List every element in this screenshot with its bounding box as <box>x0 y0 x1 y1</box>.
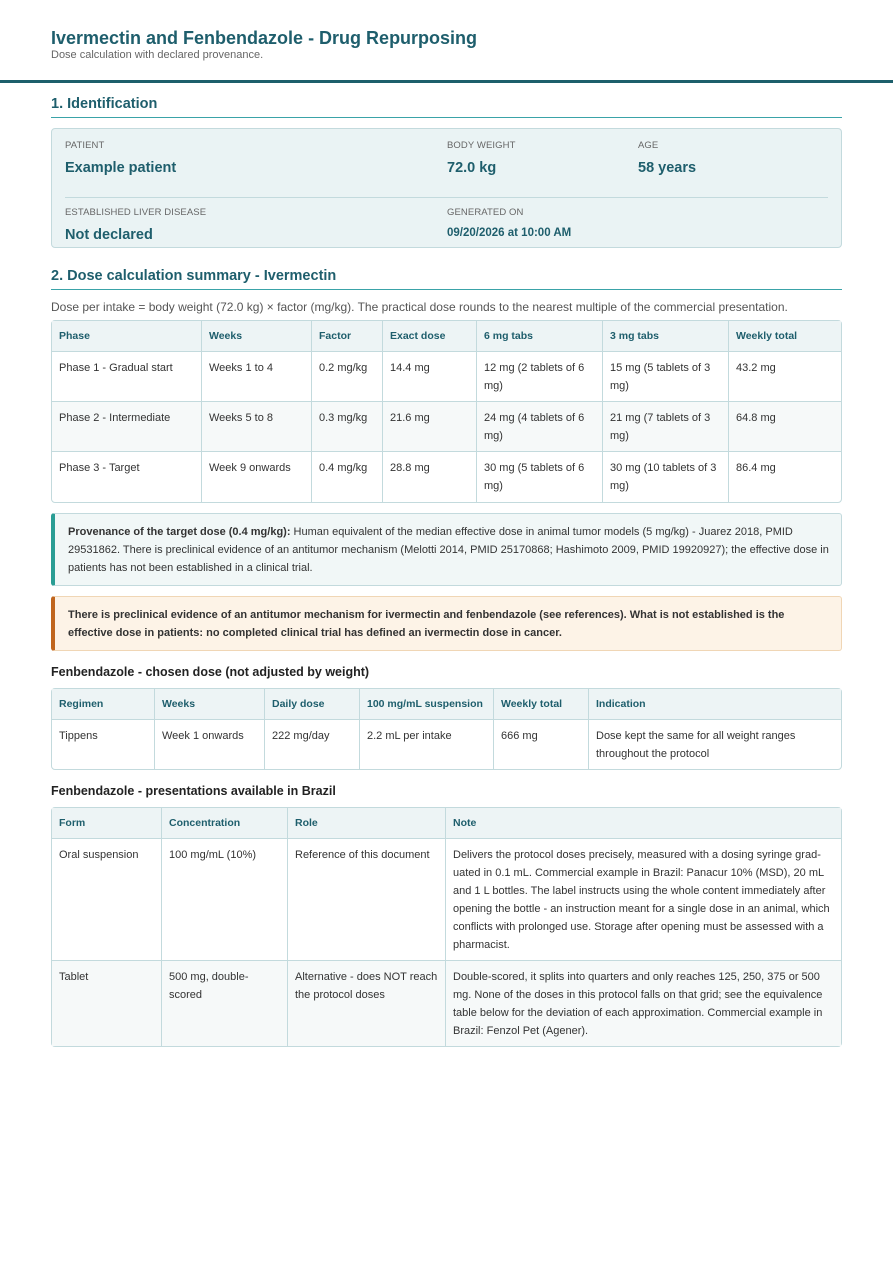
table-row <box>52 452 841 502</box>
table-cell: 28.8 mg <box>383 452 477 502</box>
table-cell: Delivers the protocol doses precisely, measured with a dosing syringe graduated in 0.1 mL. Commercial example in Brazil: Panacur 10% (MSD), 20 mL and 1 L bottles. The label instructs using the whole content immediately after opening the bottle - an instruction meant for a single dose in an animal, which conflicts with prolonged use. Storage after opening must be assessed with a pharmacist. <box>446 839 841 961</box>
table-cell: 0.4 mg/kg <box>312 452 383 502</box>
table-cell: Oral suspension <box>52 839 162 961</box>
table-cell: Phase 3 - Target <box>52 452 202 502</box>
liver-disease-value: Not declared <box>65 227 153 243</box>
table-row <box>52 961 841 1046</box>
column-header: Weeks <box>202 321 312 352</box>
table-cell: 86.4 mg <box>736 462 776 474</box>
document-body <box>0 96 893 1047</box>
table-cell: 15 mg (5 tablets of 3 mg) <box>603 352 729 402</box>
column-header: Weekly total <box>729 321 841 352</box>
column-header: Weekly total <box>494 689 589 720</box>
table-cell: 30 mg (10 tablets of 3 mg) <box>603 452 729 502</box>
table-cell: 30 mg (5 tablets of 6 mg) <box>477 452 603 502</box>
age-field <box>638 140 696 176</box>
ivermectin-note: Dose per intake = body weight (72.0 kg) × factor (mg/kg). The practical dose rounds to the nearest multiple of the commercial presentation. <box>51 300 788 314</box>
body-weight-field <box>447 140 516 176</box>
table-cell: Weeks 1 to 4 <box>202 352 312 402</box>
table-cell: Tablet <box>52 961 162 1046</box>
evidence-warning-callout: There is preclinical evidence of an antitumor mechanism for ivermectin and fenbendazole (see references). What is not established is the effective dose in patients: no completed clinical trial has defined an ivermectin dose in cancer. <box>51 596 842 651</box>
column-header: Daily dose <box>265 689 360 720</box>
provenance-text: Human equivalent of the median effective dose in animal tumor models (5 mg/kg) - Juarez 2018, PMID 29531862. There is preclinical evidence of an antitumor mechanism (Melotti 2014, PMID 25170868; Hashimoto 2009, PMID 19920927); the effective dose in patients has not been established in a clinical trial. <box>68 525 829 574</box>
column-header: Form <box>52 808 162 839</box>
table-cell: 100 mg/mL (10%) <box>162 839 288 961</box>
table-cell: Week 1 onwards <box>155 720 265 769</box>
table-cell: 0.3 mg/kg <box>312 402 383 452</box>
table-cell: Alternative - does NOT reach the protocol doses <box>288 961 446 1046</box>
table-cell: 500 mg, double-scored <box>162 961 288 1046</box>
body-weight-label: BODY WEIGHT <box>447 140 516 151</box>
fenbendazole-dose-table <box>51 688 842 770</box>
generated-on-field <box>447 207 571 239</box>
identification-heading: 1. Identification <box>51 96 842 118</box>
table-cell: 2.2 mL per intake <box>360 720 494 769</box>
liver-disease-field <box>65 207 206 243</box>
table-header-row <box>52 689 841 720</box>
age-label: AGE <box>638 140 659 151</box>
document-subtitle: Dose calculation with declared provenance. <box>51 49 264 61</box>
fenbendazole-dose-heading: Fenbendazole - chosen dose (not adjusted by weight) <box>51 664 370 679</box>
generated-on-label: GENERATED ON <box>447 207 524 218</box>
patient-value: Example patient <box>65 160 177 176</box>
column-header: Regimen <box>52 689 155 720</box>
table-cell: Dose kept the same for all weight ranges throughout the protocol <box>596 729 796 760</box>
document-title: Ivermectin and Fenbendazole - Drug Repurposing <box>51 28 478 48</box>
table-header-row <box>52 321 841 352</box>
table-row <box>52 839 841 961</box>
liver-disease-label: ESTABLISHED LIVER DISEASE <box>65 207 207 218</box>
table-cell: 21.6 mg <box>383 402 477 452</box>
table-cell: Tippens <box>52 720 155 769</box>
table-cell: Phase 2 - Intermediate <box>52 402 202 452</box>
table-cell: Weeks 5 to 8 <box>202 402 312 452</box>
column-header: 6 mg tabs <box>477 321 603 352</box>
table-row <box>52 402 841 452</box>
ivermectin-dose-table <box>51 320 842 503</box>
table-cell: 24 mg (4 tablets of 6 mg) <box>477 402 603 452</box>
age-value: 58 years <box>638 160 697 176</box>
column-header: Indication <box>589 689 841 720</box>
patient-field <box>65 140 176 176</box>
identification-row-1 <box>65 140 828 197</box>
table-cell: 222 mg/day <box>265 720 360 769</box>
table-cell: 14.4 mg <box>383 352 477 402</box>
table-cell: Reference of this document <box>288 839 446 961</box>
table-cell: 0.2 mg/kg <box>312 352 383 402</box>
fenbendazole-presentations-heading: Fenbendazole - presentations available in Brazil <box>51 783 336 798</box>
patient-label: PATIENT <box>65 140 105 151</box>
document-header <box>0 0 893 83</box>
table-cell: 12 mg (2 tablets of 6 mg) <box>477 352 603 402</box>
table-cell: 43.2 mg <box>729 352 841 402</box>
column-header: Weeks <box>155 689 265 720</box>
ivermectin-heading: 2. Dose calculation summary - Ivermectin <box>51 268 842 290</box>
fenbendazole-presentations-table <box>51 807 842 1047</box>
table-cell: Phase 1 - Gradual start <box>52 352 202 402</box>
column-header: Note <box>446 808 841 839</box>
column-header: Phase <box>52 321 202 352</box>
provenance-title: Provenance of the target dose (0.4 mg/kg): <box>68 525 291 538</box>
column-header: 100 mg/mL suspension <box>360 689 494 720</box>
generated-on-value: 09/20/2026 at 10:00 AM <box>447 227 572 239</box>
table-cell: 666 mg <box>494 720 589 769</box>
identification-card <box>51 128 842 248</box>
table-cell: Double-scored, it splits into quarters and only reaches 125, 250, 375 or 500 mg. None of the doses in this protocol falls on that grid; see the equivalence table below for the deviation of each approximation. Commercial example in Brazil: Fenzol Pet (Agener). <box>446 961 841 1046</box>
table-header-row <box>52 808 841 839</box>
identification-row-2 <box>65 197 828 254</box>
column-header: Concentration <box>162 808 288 839</box>
column-header: Role <box>288 808 446 839</box>
column-header: Factor <box>312 321 383 352</box>
provenance-callout <box>51 513 842 586</box>
column-header: 3 mg tabs <box>603 321 729 352</box>
table-cell: 64.8 mg <box>729 402 841 452</box>
table-row <box>52 720 841 769</box>
table-cell: Week 9 onwards <box>202 452 312 502</box>
body-weight-value: 72.0 kg <box>447 160 497 176</box>
column-header: Exact dose <box>383 321 477 352</box>
table-row <box>52 352 841 402</box>
table-cell: 21 mg (7 tablets of 3 mg) <box>603 402 729 452</box>
